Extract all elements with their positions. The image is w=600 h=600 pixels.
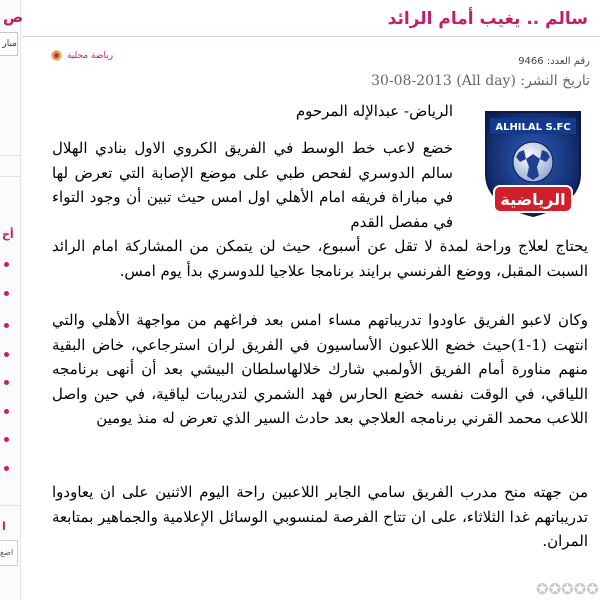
title-divider <box>22 36 600 37</box>
logo-club-text: ALHILAL S.FC <box>495 122 571 133</box>
publish-date <box>371 73 590 89</box>
sidebar-bullet[interactable] <box>4 262 9 267</box>
article-main <box>22 0 600 600</box>
sidebar-divider <box>0 155 20 156</box>
sidebar-bullet[interactable] <box>4 380 9 385</box>
article-paragraph-1: خضع لاعب خط الوسط في الفريق الكروي الاول بنادي الهلال سالم الدوسري لفحص طبي على موضع الإصابة التي تعرض لها في مباراة فريقه امام الأهلي اول امس حيث تبين أن وجود التواء في مفصل القدم <box>52 139 453 231</box>
date-label: تاريخ النشر: <box>520 73 590 89</box>
sidebar-divider <box>0 176 20 177</box>
sidebar-bullet[interactable] <box>4 323 9 328</box>
logo-caption-text: الرياضية <box>500 190 566 209</box>
sidebar-bullet[interactable] <box>4 409 9 414</box>
category-link[interactable] <box>50 49 113 62</box>
sidebar-heading-bottom: ا <box>2 520 6 533</box>
sidebar-bullet[interactable] <box>4 291 9 296</box>
article-paragraph-3: من جهته منح مدرب الفريق سامي الجابر اللاعبين راحة اليوم الاثنين على ان يعاودوا تدريباتهم غدا الثلاثاء، على ان تتاح الفرصة لمنسوبي الوسائل الإعلامية والجماهير بمتابعة المران. <box>52 483 588 551</box>
article-title: سالم .. يغيب أمام الرائد <box>387 9 588 29</box>
issue-label: رقم العدد: <box>546 56 590 67</box>
alhilal-logo-image <box>472 104 594 222</box>
category-label: رياضة محلية <box>67 50 114 61</box>
article-byline: الرياض- عبدالإله المرحوم <box>295 102 453 120</box>
rating-stars[interactable]: ✪✪✪✪✪ <box>536 580 599 598</box>
sidebar-bullet[interactable] <box>4 352 9 357</box>
tag-icon <box>50 49 63 62</box>
article-paragraph-1-continued: يحتاج لعلاج وراحة لمدة لا تقل عن أسبوع، حيث لن يتمكن من المشاركة امام الرائد السبت المقبل، ووضع الفرنسي برايند برنامجا علاجيا للدوسري بدأ يوم امس. <box>52 237 588 280</box>
issue-number <box>518 56 590 67</box>
article-paragraph-2: وكان لاعبو الفريق عاودوا تدريباتهم مساء امس بعد فراغهم من مواجهة الأهلي والتي انتهت (1-1)حيث خضع اللاعبون الأساسيون في الفريق لران استرجاعي، خاض البقية منهم مناورة أمام الفريق الأولمبي شارك خلالهاسلطان البيشي بعد أن أنهى برنامجه اللياقي، في الوقت نفسه خضع الحارس فهد الشمري لتدريبات لياقية، في حين واصل اللاعب محمد القرني برنامجه العلاجي بعد حادث السير الذي تعرض له منذ يومين <box>52 311 588 428</box>
sidebar-button[interactable]: اضغ <box>0 540 18 566</box>
date-suffix: (All day) <box>456 73 516 89</box>
sidebar-heading-top: ص <box>3 8 24 26</box>
sidebar-bullet[interactable] <box>4 437 9 442</box>
date-value: 30-08-2013 <box>371 73 452 89</box>
sidebar-heading-latest: أخ <box>2 228 14 241</box>
issue-value: 9466 <box>518 56 544 67</box>
left-sidebar <box>0 0 24 600</box>
sidebar-bullet[interactable] <box>4 466 9 471</box>
sidebar-select[interactable]: مبار <box>0 32 18 56</box>
sidebar-divider <box>0 505 20 506</box>
